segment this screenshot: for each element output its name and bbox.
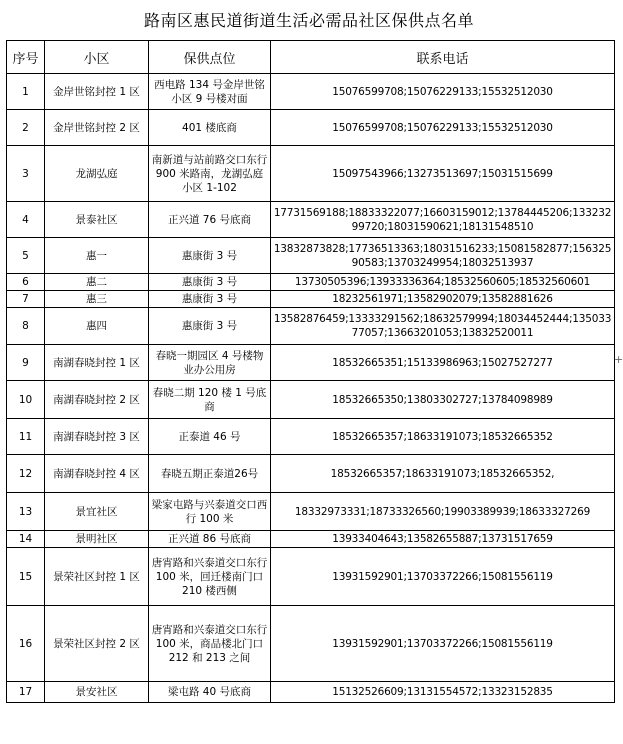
row-site: 唐宵路和兴泰道交口东行 100 米，商品楼北门口 212 和 213 之间 [149, 606, 271, 682]
row-site: 梁家屯路与兴泰道交口西行 100 米 [149, 493, 271, 531]
row-site: 梁屯路 40 号底商 [149, 682, 271, 703]
row-phone: 17731569188;18833322077;16603159012;13784445206;13323299720;18031590621;18131548510 [271, 202, 615, 238]
row-no: 13 [7, 493, 45, 531]
table-row [7, 202, 615, 238]
row-area: 景宜社区 [45, 493, 149, 531]
row-area: 龙湖弘庭 [45, 146, 149, 202]
row-site: 正兴道 86 号底商 [149, 531, 271, 548]
row-area: 南湖春晓封控 4 区 [45, 455, 149, 493]
row-area: 惠一 [45, 238, 149, 274]
row-phone: 15097543966;13273513697;15031515699 [271, 146, 615, 202]
table-row [7, 606, 615, 682]
table-row [7, 238, 615, 274]
row-site: 惠康街 3 号 [149, 238, 271, 274]
row-area: 南湖春晓封控 1 区 [45, 345, 149, 381]
table-row [7, 493, 615, 531]
row-area: 景荣社区封控 2 区 [45, 606, 149, 682]
header-area: 小区 [45, 41, 149, 74]
page-title: 路南区惠民道街道生活必需品社区保供点名单 [143, 11, 474, 30]
row-site: 西电路 134 号金岸世铭小区 9 号楼对面 [149, 74, 271, 110]
row-no: 11 [7, 419, 45, 455]
row-phone: 13933404643;13582655887;13731517659 [271, 531, 615, 548]
table-row [7, 345, 615, 381]
table-row [7, 110, 615, 146]
row-no: 16 [7, 606, 45, 682]
row-phone: 15076599708;15076229133;15532512030 [271, 74, 615, 110]
row-site: 正兴道 76 号底商 [149, 202, 271, 238]
table-row [7, 274, 615, 291]
row-no: 4 [7, 202, 45, 238]
row-no: 8 [7, 308, 45, 345]
row-phone: 18532665357;18633191073;18532665352 [271, 419, 615, 455]
row-site: 春晓一期园区 4 号楼物业办公用房 [149, 345, 271, 381]
row-phone: 18232561971;13582902079;13582881626 [271, 291, 615, 308]
row-site: 南新道与站前路交口东行 900 米路南，龙湖弘庭小区 1-102 [149, 146, 271, 202]
row-area: 南湖春晓封控 3 区 [45, 419, 149, 455]
row-phone: 13931592901;13703372266;15081556119 [271, 606, 615, 682]
table-row [7, 308, 615, 345]
row-area: 南湖春晓封控 2 区 [45, 381, 149, 419]
row-area: 惠四 [45, 308, 149, 345]
row-phone: 15132526609;13131554572;13323152835 [271, 682, 615, 703]
header-site: 保供点位 [149, 41, 271, 74]
row-site: 春晓五期正泰道26号 [149, 455, 271, 493]
table-row [7, 146, 615, 202]
row-area: 惠二 [45, 274, 149, 291]
table-header-row [7, 41, 615, 74]
row-site: 惠康街 3 号 [149, 274, 271, 291]
row-no: 7 [7, 291, 45, 308]
row-site: 唐宵路和兴泰道交口东行 100 米，回迁楼南门口 210 楼西侧 [149, 548, 271, 606]
row-phone: 18332973331;18733326560;19903389939;18633327269 [271, 493, 615, 531]
row-no: 1 [7, 74, 45, 110]
row-phone: 18532665357;18633191073;18532665352, [271, 455, 615, 493]
row-no: 5 [7, 238, 45, 274]
row-no: 10 [7, 381, 45, 419]
table-row [7, 381, 615, 419]
table-row [7, 682, 615, 703]
row-site: 正泰道 46 号 [149, 419, 271, 455]
row-no: 12 [7, 455, 45, 493]
table-row [7, 548, 615, 606]
row-site: 春晓二期 120 楼 1 号底商 [149, 381, 271, 419]
row-no: 17 [7, 682, 45, 703]
header-no: 序号 [7, 41, 45, 74]
table-row [7, 291, 615, 308]
table-row [7, 531, 615, 548]
row-no: 15 [7, 548, 45, 606]
row-phone: 13730505396;13933336364;18532560605;18532560601 [271, 274, 615, 291]
row-phone: 13931592901;13703372266;15081556119 [271, 548, 615, 606]
row-no: 14 [7, 531, 45, 548]
row-area: 景荣社区封控 1 区 [45, 548, 149, 606]
row-no: 6 [7, 274, 45, 291]
row-area: 景明社区 [45, 531, 149, 548]
row-phone: 13582876459;13333291562;18632579994;18034452444;13503377057;13663201053;13832520011 [271, 308, 615, 345]
row-no: 9 [7, 345, 45, 381]
row-no: 3 [7, 146, 45, 202]
row-site: 401 楼底商 [149, 110, 271, 146]
row-area: 景泰社区 [45, 202, 149, 238]
row-area: 惠三 [45, 291, 149, 308]
row-area: 金岸世铭封控 2 区 [45, 110, 149, 146]
row-site: 惠康街 3 号 [149, 308, 271, 345]
row-phone: 15076599708;15076229133;15532512030 [271, 110, 615, 146]
row-no: 2 [7, 110, 45, 146]
table-row [7, 419, 615, 455]
row-phone: 18532665350;13803302727;13784098989 [271, 381, 615, 419]
row-site: 惠康街 3 号 [149, 291, 271, 308]
table-row [7, 455, 615, 493]
scroll-edge-handle[interactable]: + [614, 353, 623, 366]
header-phone: 联系电话 [271, 41, 615, 74]
table-row [7, 74, 615, 110]
row-area: 金岸世铭封控 1 区 [45, 74, 149, 110]
supply-point-table [6, 40, 615, 703]
row-area: 景安社区 [45, 682, 149, 703]
row-phone: 18532665351;15133986963;15027527277 [271, 345, 615, 381]
row-phone: 13832873828;17736513363;18031516233;15081582877;15632590583;13703249954;18032513937 [271, 238, 615, 274]
